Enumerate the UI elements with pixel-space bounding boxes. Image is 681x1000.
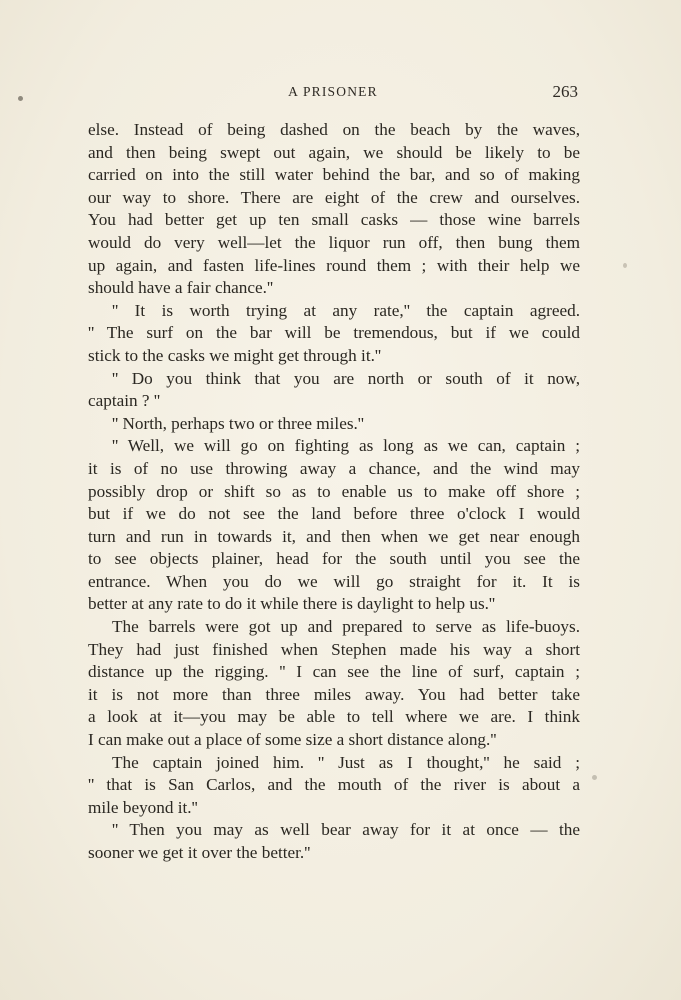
text-line: else. Instead of being dashed on the beach by the waves, [88, 120, 580, 139]
text-line: I can make out a place of some size a short distance along.'' [88, 730, 497, 750]
text-line: to see objects plainer, head for the south until you see the [88, 549, 580, 569]
text-line: our way to shore. There are eight of the crew and ourselves. [88, 187, 580, 207]
text-line: '' North, perhaps two or three miles.'' [112, 413, 364, 433]
text-line: '' Then you may as well bear away for it at once — the [112, 820, 580, 840]
text-line: '' The surf on the bar will be tremendous, but if we could [88, 323, 580, 343]
text-line: '' Well, we will go on fighting as long as we can, captain ; [112, 436, 580, 456]
text-line: it is not more than three miles away. You had better take [88, 684, 580, 704]
text-line: it is of no use throwing away a chance, and the wind may [88, 458, 580, 478]
text-line: The captain joined him. '' Just as I thought,'' he said ; [112, 752, 580, 772]
text-line: a look at it—you may be able to tell where we are. I think [88, 707, 580, 727]
text-line: better at any rate to do it while there is daylight to help us.'' [88, 594, 496, 614]
text-line: They had just finished when Stephen made his way a short [88, 639, 580, 659]
text-line: should have a fair chance.'' [88, 278, 274, 298]
text-line: '' It is worth trying at any rate,'' the captain agreed. [112, 300, 580, 320]
text-line: distance up the rigging. '' I can see the line of surf, captain ; [88, 662, 580, 682]
text-line: '' Do you think that you are north or south of it now, [112, 368, 580, 388]
page-number: 263 [552, 82, 578, 101]
text-line: carried on into the still water behind the bar, and so of making [88, 165, 580, 185]
text-line: but if we do not see the land before three o'clock I would [88, 504, 580, 524]
text-line: stick to the casks we might get through it.'' [88, 345, 382, 365]
running-head: A PRISONER [288, 84, 378, 99]
paper-speck [18, 96, 23, 101]
body-text [88, 119, 580, 865]
page-header [88, 82, 578, 104]
paper-speck [592, 775, 597, 780]
text-line: entrance. When you do we will go straight for it. It is [88, 571, 580, 591]
text-line: and then being swept out again, we should be likely to be [88, 142, 580, 162]
text-line: possibly drop or shift so as to enable us to make off shore ; [88, 481, 580, 501]
text-line: turn and run in towards it, and then when we get near enough [88, 526, 580, 546]
paper-speck [623, 263, 627, 268]
text-line: up again, and fasten life-lines round them ; with their help we [88, 255, 580, 275]
text-line: The barrels were got up and prepared to serve as life-buoys. [112, 617, 580, 637]
text-line: '' that is San Carlos, and the mouth of the river is about a [88, 775, 580, 795]
text-line: You had better get up ten small casks — those wine barrels [88, 210, 580, 230]
text-line: would do very well—let the liquor run off, then bung them [88, 232, 580, 252]
text-line: mile beyond it.'' [88, 797, 198, 817]
text-line: captain ? '' [88, 391, 161, 411]
text-line: sooner we get it over the better.'' [88, 843, 311, 862]
